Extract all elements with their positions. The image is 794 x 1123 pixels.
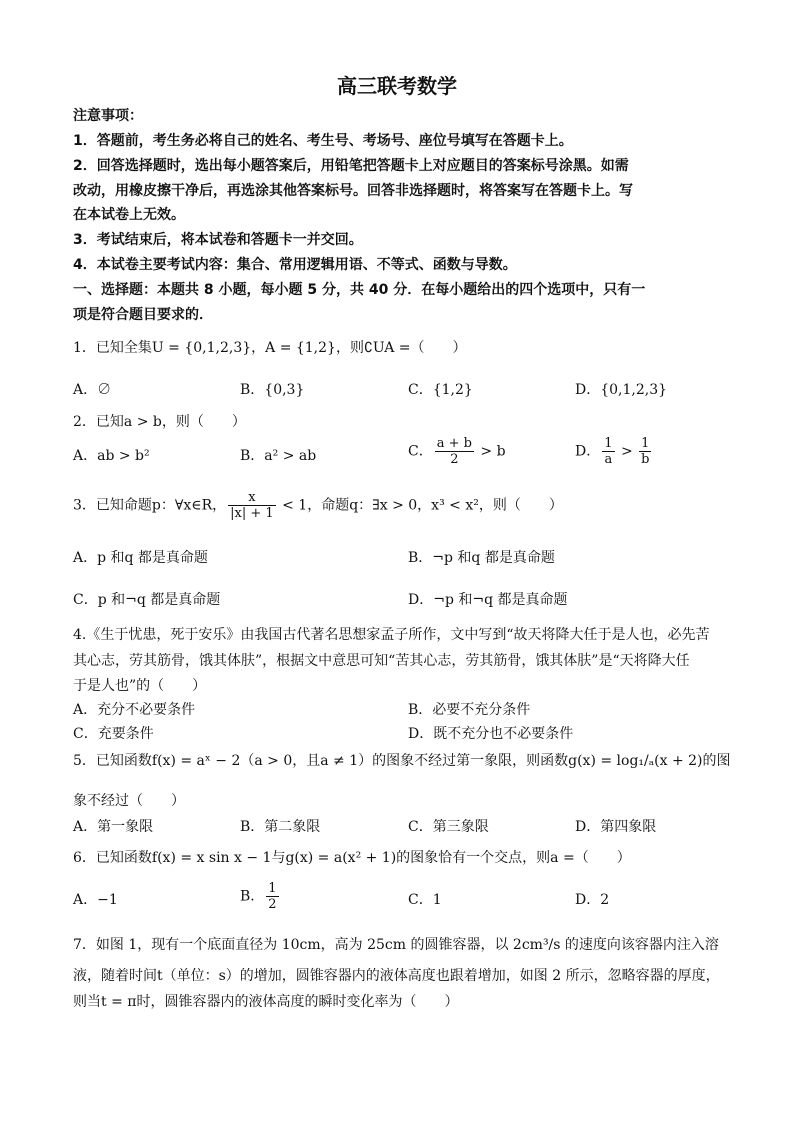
question-3-stem — [73, 490, 563, 521]
fraction-numerator: 1 — [639, 436, 651, 452]
q6-option-d: D．2 — [575, 892, 610, 908]
q2-option-c — [408, 436, 506, 467]
option-label: B． — [240, 888, 265, 905]
fraction-numerator: 1 — [604, 436, 613, 451]
stem-part: < 1，命题q：∃x > 0，x³ < x²，则（ ） — [277, 497, 563, 514]
q4-option-c: C．充要条件 — [73, 726, 154, 742]
question-1-stem: 1．已知全集U = {0,1,2,3}，A = {1,2}，则∁UA =（ ） — [73, 340, 467, 356]
q1-option-d: D．{0,1,2,3} — [575, 382, 668, 398]
question-7-stem: 液，随着时间t（单位：s）的增加，圆锥容器内的液体高度也跟着增加，如图 2 所示，忽略容器的厚度， — [73, 968, 720, 984]
notice-item: 在本试卷上无效。 — [73, 207, 185, 223]
option-label: D． — [575, 443, 601, 460]
notice-item: 3．考试结束后，将本试卷和答题卡一并交回。 — [73, 232, 363, 248]
q3-option-a: A．p 和q 都是真命题 — [73, 550, 208, 566]
page-title: 高三联考数学 — [337, 74, 457, 98]
fraction — [435, 436, 474, 467]
question-7-stem: 则当t = π时，圆锥容器内的液体高度的瞬时变化率为（ ） — [73, 994, 459, 1010]
fraction-numerator: 1 — [268, 881, 277, 896]
question-5-stem: 5．已知函数f(x) = aˣ − 2（a > 0，且a ≠ 1）的图象不经过第一象限，则函数g(x) = log₁/ₐ(x + 2)的图 — [73, 753, 731, 769]
q2-option-d — [575, 436, 653, 467]
q6-option-a: A．−1 — [73, 892, 118, 908]
question-6-stem: 6．已知函数f(x) = x sin x − 1与g(x) = a(x² + 1)的图象恰有一个交点，则a =（ ） — [73, 850, 631, 866]
q5-option-a: A．第一象限 — [73, 819, 154, 835]
q2-option-b: B．a² > ab — [240, 448, 317, 464]
q3-option-d: D．¬p 和¬q 都是真命题 — [408, 592, 568, 608]
fraction — [228, 490, 276, 521]
question-5-stem: 象不经过（ ） — [73, 793, 185, 809]
option-tail: > b — [475, 443, 506, 460]
section-heading-cont: 项是符合题目要求的． — [73, 307, 213, 323]
q4-option-a: A．充分不必要条件 — [73, 702, 196, 718]
notice-item: 1．答题前，考生务必将自己的姓名、考生号、考场号、座位号填写在答题卡上。 — [73, 133, 573, 149]
question-4-stem: 于是人也”的（ ） — [73, 678, 207, 694]
operator: > — [616, 443, 638, 460]
option-label: C． — [408, 443, 433, 460]
notice-item: 2．回答选择题时，选出每小题答案后，用铅笔把答题卡上对应题目的答案标号涂黑。如需 — [73, 158, 629, 174]
q1-option-c: C．{1,2} — [408, 382, 473, 398]
q5-option-c: C．第三象限 — [408, 819, 489, 835]
fraction-denominator: |x| + 1 — [230, 506, 274, 521]
fraction-denominator: 2 — [450, 452, 459, 467]
q5-option-b: B．第二象限 — [240, 819, 321, 835]
fraction-numerator: x — [228, 490, 276, 506]
stem-part: 3．已知命题p：∀x∈R， — [73, 497, 227, 514]
fraction-denominator: b — [641, 452, 650, 467]
q1-option-a: A．∅ — [73, 382, 112, 398]
fraction — [602, 436, 614, 467]
q5-option-d: D．第四象限 — [575, 819, 657, 835]
question-2-stem: 2．已知a > b，则（ ） — [73, 414, 246, 430]
notice-item: 4．本试卷主要考试内容：集合、常用逻辑用语、不等式、函数与导数。 — [73, 257, 517, 273]
question-7-stem: 7．如图 1，现有一个底面直径为 10cm，高为 25cm 的圆锥容器，以 2cm³/s 的速度向该容器内注入溶 — [73, 937, 719, 953]
q6-option-b — [240, 881, 281, 912]
fraction — [639, 436, 651, 467]
q1-option-b: B．{0,3} — [240, 382, 305, 398]
q2-option-a: A．ab > b² — [73, 448, 150, 464]
q4-option-d: D．既不充分也不必要条件 — [408, 726, 574, 742]
q3-option-b: B．¬p 和q 都是真命题 — [408, 550, 555, 566]
question-4-stem: 4.《生于忧患，死于安乐》由我国古代著名思想家孟子所作，文中写到“故天将降大任于是人也，必先苦 — [73, 627, 710, 643]
notice-item: 改动，用橡皮擦干净后，再选涂其他答案标号。回答非选择题时，将答案写在答题卡上。写 — [73, 183, 633, 199]
q6-option-c: C．1 — [408, 892, 442, 908]
fraction-numerator: a + b — [436, 436, 472, 451]
notice-heading: 注意事项： — [73, 108, 143, 124]
fraction — [266, 881, 278, 912]
section-heading: 一、选择题：本题共 8 小题，每小题 5 分，共 40 分．在每小题给出的四个选项中，只有一 — [73, 282, 646, 298]
q3-option-c: C．p 和¬q 都是真命题 — [73, 592, 221, 608]
fraction-denominator: 2 — [268, 897, 277, 912]
fraction-denominator: a — [604, 452, 613, 467]
q4-option-b: B．必要不充分条件 — [408, 702, 531, 718]
question-4-stem: 其心志，劳其筋骨，饿其体肤”，根据文中意思可知“苦其心志，劳其筋骨，饿其体肤”是“天将降大任 — [73, 653, 690, 669]
